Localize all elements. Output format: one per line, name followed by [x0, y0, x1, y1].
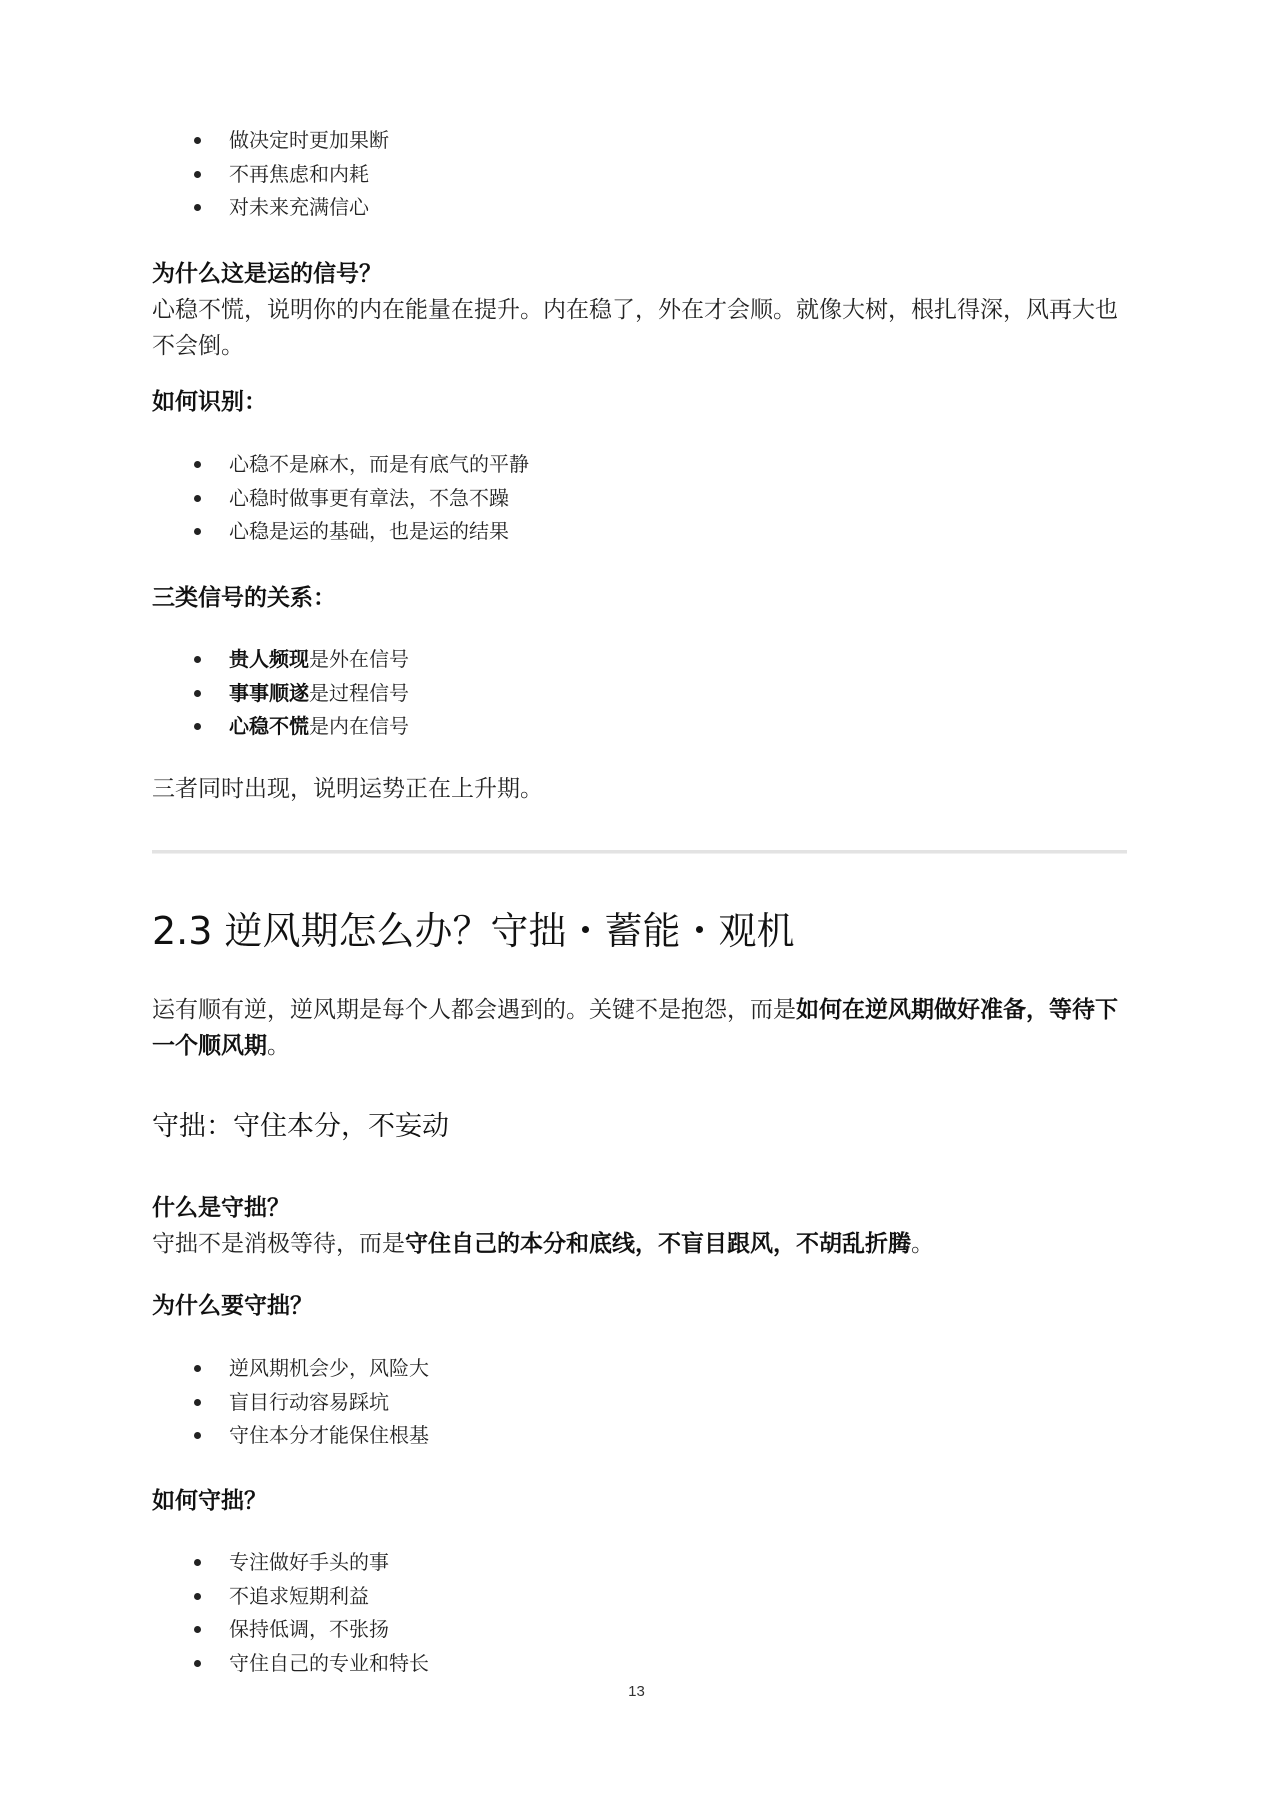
list-item: 逆风期机会少，风险大 [152, 1352, 1127, 1386]
bullet-list-how [152, 1546, 1127, 1680]
list-item [152, 710, 1127, 744]
intro-bold: 如何在逆风期做好准备，等待下一个顺风期 [152, 997, 1118, 1059]
what-bold: 守住自己的本分和底线，不盲目跟风，不胡乱折腾 [405, 1231, 911, 1257]
signal-name: 贵人频现 [229, 647, 309, 671]
list-item [152, 643, 1127, 677]
relation-summary: 三者同时出现，说明运势正在上升期。 [152, 776, 543, 802]
bullet-list-why [152, 1352, 1127, 1453]
bullet-list-relation [152, 643, 1127, 744]
section-divider [152, 850, 1127, 854]
bullet-list-identify [152, 448, 1127, 549]
bullet-list-confidence [152, 124, 1127, 225]
why-signal-block [152, 256, 1127, 364]
relation-label: 三类信号的关系： [152, 585, 336, 611]
what-label: 什么是守拙？ [152, 1195, 290, 1221]
why-signal-text: 心稳不慌，说明你的内在能量在提升。内在稳了，外在才会顺。就像大树，根扎得深，风再大也不会倒。 [152, 297, 1118, 359]
how-label: 如何守拙？ [152, 1488, 267, 1514]
list-item: 专注做好手头的事 [152, 1546, 1127, 1580]
what-block [152, 1190, 1127, 1262]
list-item [152, 677, 1127, 711]
why-label: 为什么要守拙？ [152, 1293, 313, 1319]
page-number: 13 [628, 1683, 645, 1700]
intro-end: 。 [267, 1033, 290, 1059]
list-item: 做决定时更加果断 [152, 124, 1127, 158]
signal-type: 是外在信号 [309, 647, 409, 671]
signal-type: 是内在信号 [309, 714, 409, 738]
identify-label: 如何识别： [152, 389, 267, 415]
signal-type: 是过程信号 [309, 680, 409, 705]
list-item: 保持低调，不张扬 [152, 1613, 1127, 1647]
list-item: 对未来充满信心 [152, 191, 1127, 225]
what-plain: 守拙不是消极等待，而是 [152, 1231, 405, 1257]
section-intro [152, 992, 1127, 1064]
list-item: 心稳是运的基础，也是运的结果 [152, 515, 1127, 549]
intro-plain: 运有顺有逆，逆风期是每个人都会遇到的。关键不是抱怨，而是 [152, 997, 796, 1023]
signal-name: 事事顺遂 [229, 680, 309, 705]
list-item: 不再焦虑和内耗 [152, 158, 1127, 192]
list-item: 心稳时做事更有章法，不急不躁 [152, 482, 1127, 516]
section-title: 2.3 逆风期怎么办？守拙・蓄能・观机 [152, 909, 795, 953]
why-signal-label: 为什么这是运的信号？ [152, 261, 382, 287]
list-item: 不追求短期利益 [152, 1580, 1127, 1614]
list-item: 守住本分才能保住根基 [152, 1419, 1127, 1453]
list-item: 守住自己的专业和特长 [152, 1647, 1127, 1681]
list-item: 盲目行动容易踩坑 [152, 1386, 1127, 1420]
what-text [152, 1226, 1127, 1262]
subsection-title: 守拙：守住本分，不妄动 [152, 1111, 449, 1142]
what-end: 。 [911, 1231, 934, 1257]
signal-name: 心稳不慌 [229, 714, 309, 738]
list-item: 心稳不是麻木，而是有底气的平静 [152, 448, 1127, 482]
